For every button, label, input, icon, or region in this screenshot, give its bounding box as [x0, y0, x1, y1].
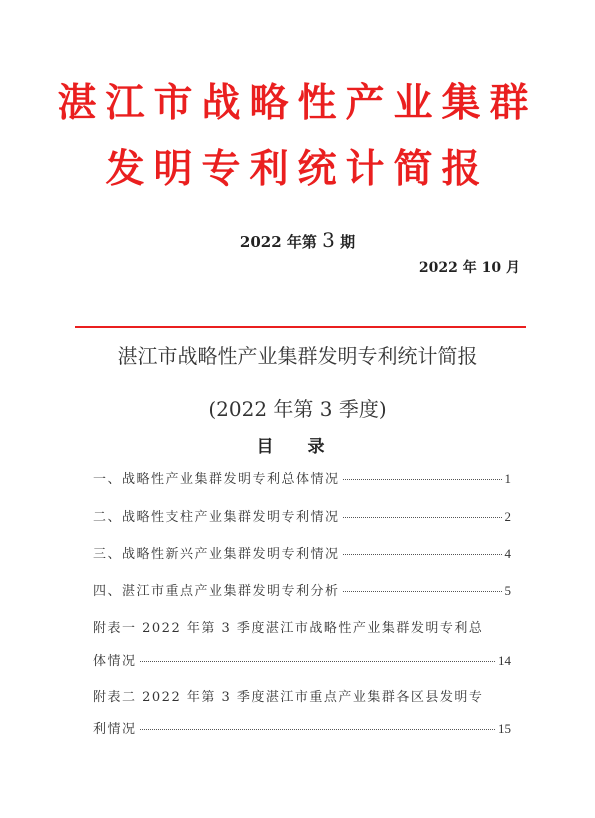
toc-item-label: 一、战略性产业集群发明专利总体情况 [93, 472, 340, 487]
toc-item-6[interactable] [93, 718, 511, 737]
toc-item-page: 14 [498, 653, 511, 668]
toc-item-page: 15 [498, 721, 511, 736]
toc-item-1[interactable] [93, 468, 511, 487]
red-divider [75, 326, 526, 328]
toc-item-6-line1[interactable]: 附表二 2022 年第 3 季度湛江市重点产业集群各区县发明专 [93, 690, 484, 705]
toc-item-label: 利情况 [93, 722, 137, 737]
issue-suffix: 期 [340, 233, 356, 251]
issue-prefix: 2022 年第 [239, 233, 317, 251]
toc-item-page: 4 [504, 546, 511, 561]
toc-item-page: 2 [504, 509, 511, 524]
toc-item-label: 三、战略性新兴产业集群发明专利情况 [93, 547, 340, 562]
toc-leader [343, 554, 502, 555]
toc-item-5-line1[interactable]: 附表一 2022 年第 3 季度湛江市战略性产业集群发明专利总 [93, 621, 484, 636]
issue-label [0, 228, 595, 252]
toc-item-3[interactable] [93, 543, 511, 562]
issue-number: 3 [322, 228, 335, 252]
toc-item-label: 四、湛江市重点产业集群发明专利分析 [93, 584, 340, 599]
cover-title-line1: 湛江市战略性产业集群 [57, 80, 538, 126]
publish-date: 2022 年 10 月 [418, 260, 520, 276]
toc-item-label: 体情况 [93, 654, 137, 669]
toc-item-page: 5 [504, 583, 511, 598]
toc-item-label: 二、战略性支柱产业集群发明专利情况 [93, 510, 340, 525]
toc-leader [140, 729, 495, 730]
toc-item-2[interactable] [93, 506, 511, 525]
toc-item-page: 1 [504, 471, 511, 486]
toc-leader [343, 479, 502, 480]
toc-leader [140, 661, 495, 662]
toc-heading: 目 录 [256, 437, 339, 457]
toc-leader [343, 591, 502, 592]
report-period: (2022 年第 3 季度) [208, 397, 387, 421]
report-title: 湛江市战略性产业集群发明专利统计简报 [117, 344, 478, 368]
cover-title-line2: 发明专利统计简报 [105, 146, 490, 192]
toc-item-4[interactable] [93, 580, 511, 599]
toc-leader [343, 517, 502, 518]
toc-item-5[interactable] [93, 650, 511, 669]
